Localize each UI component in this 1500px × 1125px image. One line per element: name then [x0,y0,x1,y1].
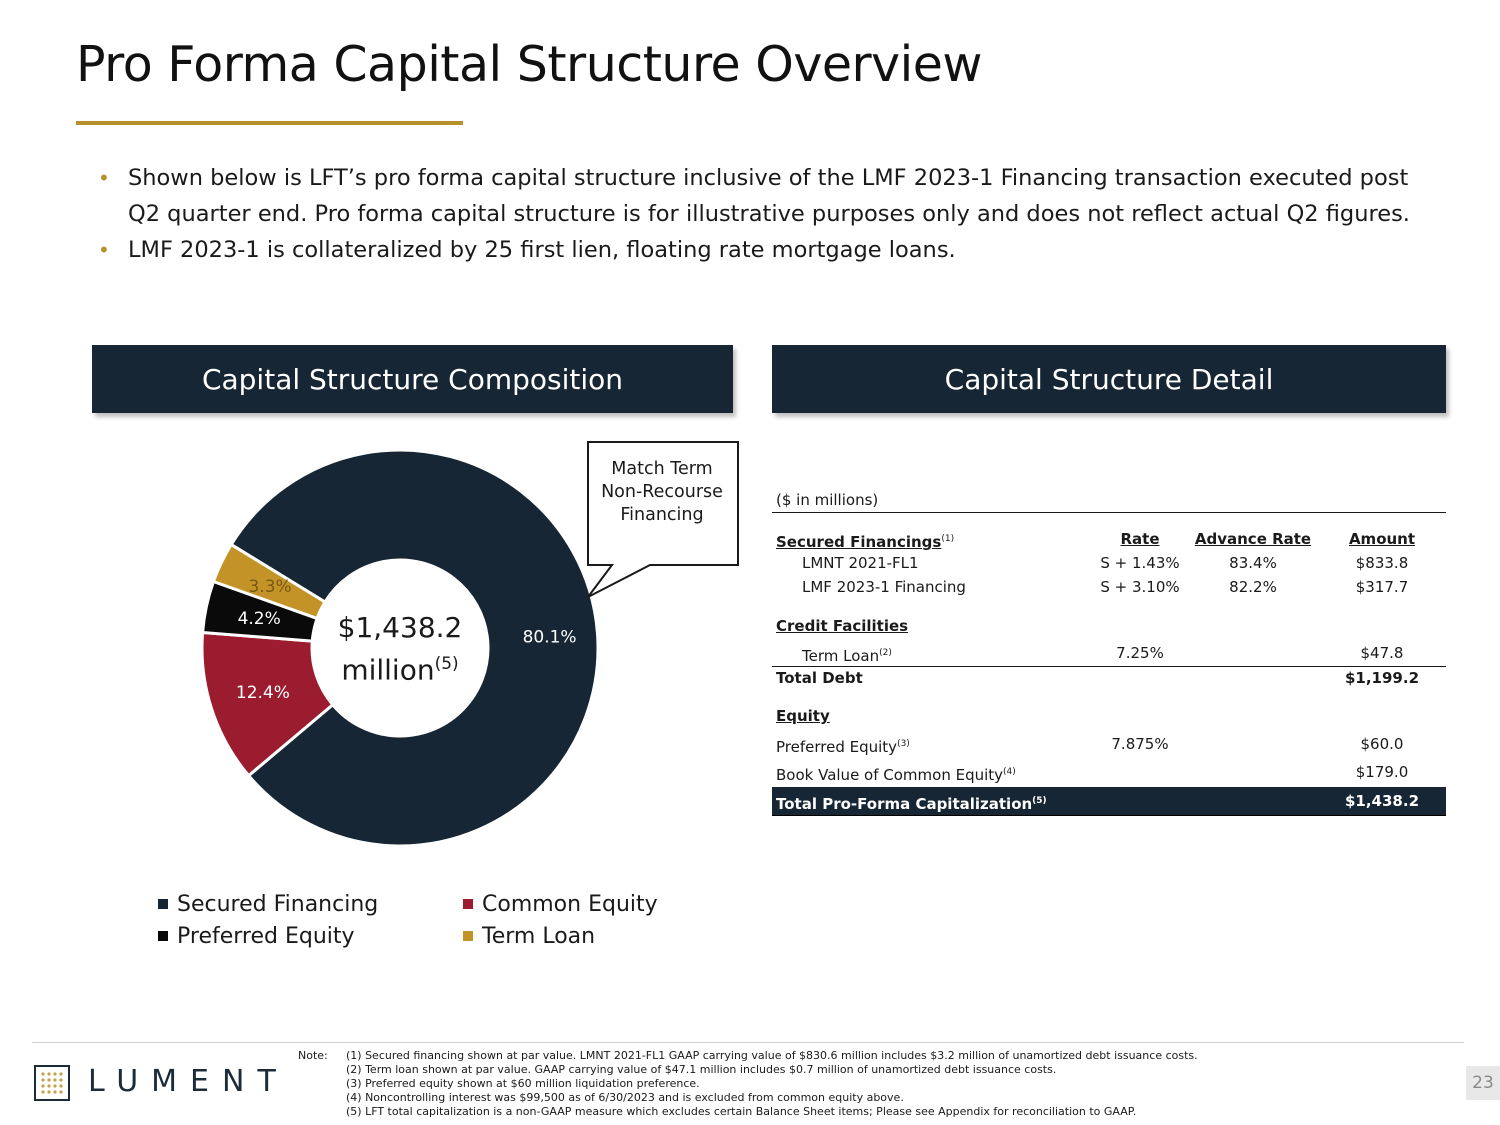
footnote: (2) Term loan shown at par value. GAAP carrying value of $47.1 million includes $0.7 million of unamortized debt issuance costs. [346,1063,1057,1076]
legend-label: Secured Financing [177,891,379,917]
bullet-item: • LMF 2023-1 is collateralized by 25 first lien, floating rate mortgage loans. [98,232,1443,268]
legend-swatch [463,899,473,909]
footnote: (5) LFT total capitalization is a non-GAAP measure which excludes certain Balance Sheet items; Please see Appendix for reconciliation to GAAP. [346,1105,1137,1118]
logo-dot [41,1090,44,1093]
row-name: Preferred Equity$^{(3)}$ [776,738,910,756]
legend-item-secured-financing [158,890,463,918]
lument-logo-wordmark: LUMENT [88,1064,289,1099]
col-advance-rate-header: Advance Rate [1194,530,1312,548]
logo-dot [53,1072,56,1075]
row-name: Total Debt [776,669,863,687]
grand-total-row [772,787,1446,815]
center-footnote: (5) [434,654,459,674]
logo-dot [41,1072,44,1075]
center-unit-line [300,646,500,688]
logo-dot [47,1090,50,1093]
logo-dot [59,1090,62,1093]
row-advance-rate: 82.2% [1229,578,1277,596]
detail-header: Capital Structure Detail [772,345,1446,413]
legend-swatch [463,931,473,941]
row-amount: $833.8 [1355,554,1409,572]
row-name: LMF 2023-1 Financing [802,578,966,596]
logo-dot [59,1078,62,1081]
donut-data-label: 12.4% [235,683,290,704]
logo-dot [41,1078,44,1081]
row-amount: $60.0 [1360,735,1404,753]
row-amount: $1,199.2 [1344,669,1420,687]
row-amount: $47.8 [1360,644,1404,662]
footer-divider [32,1042,1464,1043]
secured-financings-heading: Secured Financings$^{(1)}$ [776,533,955,551]
page-number: 23 [1466,1066,1500,1100]
col-rate-header: Rate [1120,530,1160,548]
table-row [772,761,1446,783]
row-name: Book Value of Common Equity$^{(4)}$ [776,766,1016,784]
donut-data-label: 3.3% [248,576,292,597]
legend-label: Preferred Equity [177,923,355,949]
table-row [772,576,1446,598]
table-divider [772,512,1446,513]
total-debt-row [772,666,1446,689]
logo-dot [47,1072,50,1075]
row-amount: $179.0 [1355,763,1409,781]
table-header-row [772,528,1446,550]
credit-facilities-heading-row [772,615,1446,637]
legend-swatch [158,899,168,909]
lument-logo-icon [34,1065,70,1101]
table-row [772,642,1446,664]
center-value: $1,438.2 [337,611,463,644]
callout-text: Match Term Non-Recourse Financing [601,459,723,525]
row-name: LMNT 2021-FL1 [802,554,919,572]
logo-dot [41,1084,44,1087]
note-label: Note: [298,1049,328,1062]
row-amount: $1,438.2 [1344,792,1420,810]
donut-data-label: 4.2% [237,608,281,629]
col-amount-header: Amount [1348,530,1416,548]
chart-legend [158,890,718,950]
center-unit: million [341,653,435,687]
row-advance-rate: 83.4% [1229,554,1277,572]
table-row [772,733,1446,755]
logo-dot [53,1090,56,1093]
legend-label: Term Loan [482,923,596,949]
row-rate: S + 3.10% [1100,578,1180,596]
credit-facilities-heading: Credit Facilities [776,617,909,635]
footnotes [346,1049,1306,1119]
table-row [772,552,1446,574]
equity-heading: Equity [776,707,830,725]
bullet-item: • Shown below is LFT’s pro forma capital structure inclusive of the LMF 2023-1 Financing transaction executed post Q2 quarter end. Pro forma capital structure is for illustrative purposes only and does not reflect actual Q2 figures. [98,160,1443,232]
row-rate: 7.875% [1111,735,1169,753]
logo-dot [47,1078,50,1081]
logo-dot [53,1078,56,1081]
footnote: (1) Secured financing shown at par value. LMNT 2021-FL1 GAAP carrying value of $830.6 million includes $3.2 million of unamortized debt issuance costs. [346,1049,1198,1062]
title-underline [76,121,463,125]
donut-data-label: 80.1% [522,627,577,648]
row-rate: S + 1.43% [1100,554,1180,572]
logo-dot [53,1084,56,1087]
legend-swatch [158,931,168,941]
logo-dot [59,1072,62,1075]
composition-header: Capital Structure Composition [92,345,733,413]
summary-bullets [98,160,1443,268]
logo-dot [59,1084,62,1087]
legend-item-term-loan [463,922,713,950]
row-amount: $317.7 [1355,578,1409,596]
legend-item-common-equity [463,890,713,918]
footnote: (3) Preferred equity shown at $60 million liquidation preference. [346,1077,700,1090]
footnote: (4) Noncontrolling interest was $99,500 as of 6/30/2023 and is excluded from common equity above. [346,1091,904,1104]
page-title: Pro Forma Capital Structure Overview [76,36,982,93]
logo-dot [47,1084,50,1087]
legend-item-preferred-equity [158,922,463,950]
row-name: Term Loan$^{(2)}$ [802,647,892,665]
legend-label: Common Equity [482,891,658,917]
equity-heading-row [772,705,1446,727]
donut-center-total [300,610,500,688]
row-name: Total Pro-Forma Capitalization$^{(5)}$ [776,795,1047,813]
units-label: ($ in millions) [776,491,879,509]
row-rate: 7.25% [1116,644,1164,662]
